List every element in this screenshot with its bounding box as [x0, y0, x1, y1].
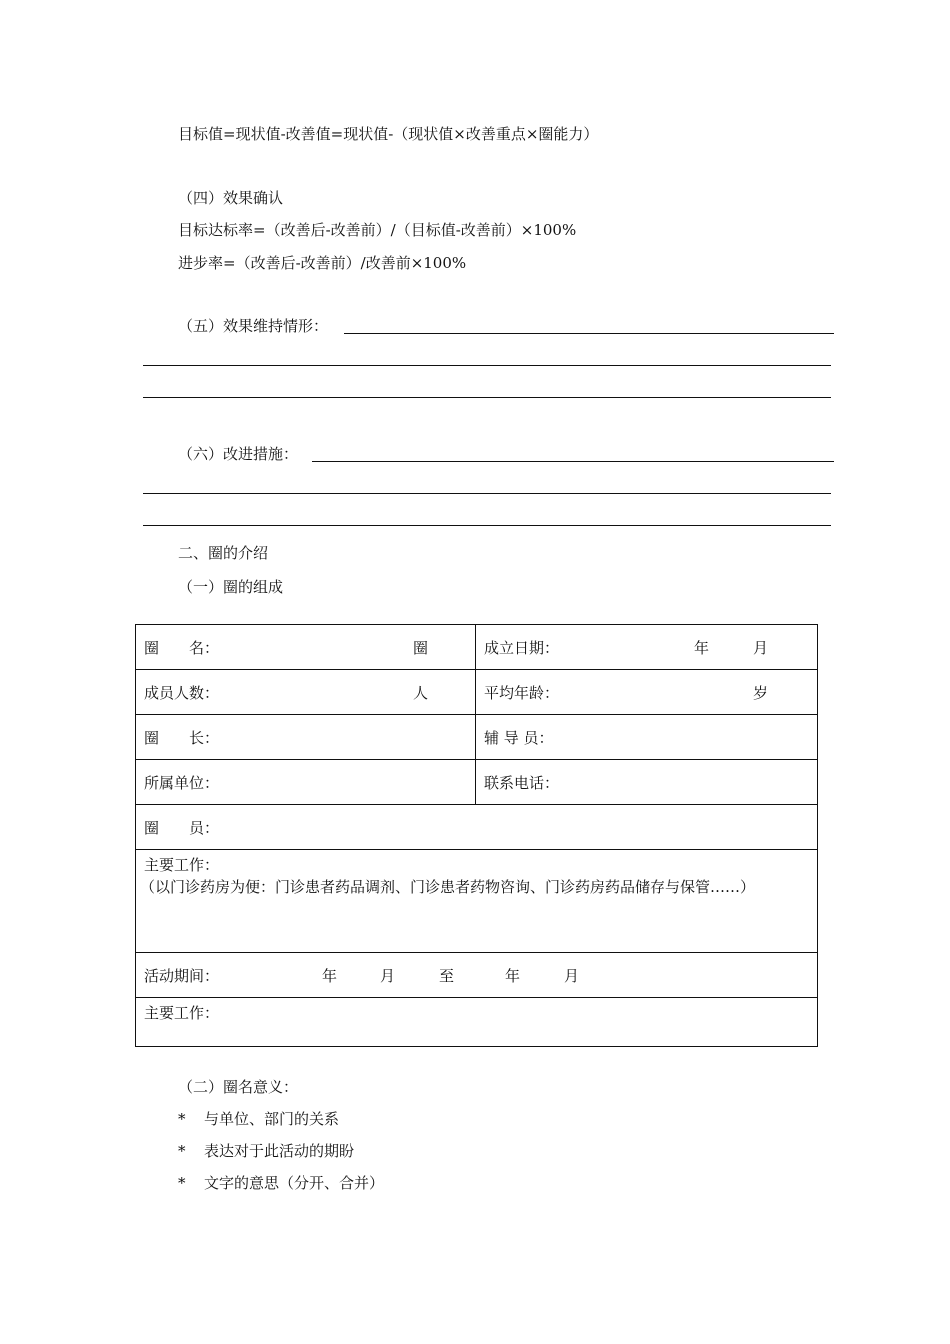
- period-to: 至: [439, 967, 455, 985]
- founding-year-unit: 年: [694, 639, 710, 657]
- effect-maintain-blank-line[interactable]: [143, 365, 831, 366]
- advisor-label: 辅 导 员：: [484, 728, 554, 747]
- advisor-cell[interactable]: [476, 715, 818, 760]
- improvement-blank-line[interactable]: [143, 493, 831, 494]
- member-count-suffix: 人: [413, 684, 429, 702]
- circle-composition-heading: （一）圈的组成: [178, 578, 284, 596]
- meaning-bullet: [178, 1109, 339, 1129]
- effect-maintain-blank-line[interactable]: [344, 333, 834, 334]
- founding-date-label: 成立日期：: [484, 638, 560, 657]
- avg-age-suffix: 岁: [753, 684, 769, 702]
- bullet-marker: *: [178, 1174, 186, 1192]
- leader-cell[interactable]: [136, 715, 476, 760]
- period-start-month-unit: 月: [380, 967, 396, 985]
- bullet-text: 文字的意思（分开、合并）: [204, 1174, 385, 1192]
- effect-maintain-label: （五）效果维持情形：: [178, 317, 329, 335]
- period-start-year-unit: 年: [322, 967, 338, 985]
- unit-cell[interactable]: [136, 760, 476, 805]
- phone-label: 联系电话：: [484, 773, 560, 792]
- leader-label: 圈 长：: [144, 728, 220, 747]
- member-count-cell[interactable]: [136, 670, 476, 715]
- founding-month-unit: 月: [753, 639, 769, 657]
- improvement-blank-line[interactable]: [312, 461, 834, 462]
- members-label: 圈 员：: [144, 818, 220, 837]
- target-rate-formula: 目标达标率=（改善后-改善前）/（目标值-改善前）×100%: [178, 221, 577, 239]
- main-work-cell[interactable]: [136, 850, 818, 953]
- circle-name-meaning-heading: （二）圈名意义：: [178, 1078, 299, 1096]
- bullet-marker: *: [178, 1110, 186, 1128]
- bullet-text: 与单位、部门的关系: [204, 1110, 340, 1128]
- circle-name-label: 圈 名：: [144, 638, 220, 657]
- avg-age-label: 平均年龄：: [484, 683, 560, 702]
- effect-maintain-blank-line[interactable]: [143, 397, 831, 398]
- progress-rate-formula: 进步率=（改善后-改善前）/改善前×100%: [178, 254, 467, 272]
- circle-composition-form: [135, 624, 818, 1047]
- meaning-bullet: [178, 1141, 354, 1161]
- activity-period-cell[interactable]: [136, 953, 818, 998]
- circle-name-suffix: 圈: [413, 639, 429, 657]
- main-work-cell-2[interactable]: [136, 998, 818, 1047]
- circle-name-cell[interactable]: [136, 625, 476, 670]
- founding-date-cell[interactable]: [476, 625, 818, 670]
- main-work-label: 主要工作：: [144, 856, 220, 874]
- avg-age-cell[interactable]: [476, 670, 818, 715]
- member-count-label: 成员人数：: [144, 683, 220, 702]
- section-two-heading: 二、圈的介绍: [178, 544, 269, 562]
- bullet-text: 表达对于此活动的期盼: [204, 1142, 355, 1160]
- meaning-bullet: [178, 1173, 384, 1193]
- target-value-formula: 目标值=现状值-改善值=现状值-（现状值×改善重点×圈能力）: [178, 125, 599, 143]
- improvement-label: （六）改进措施：: [178, 445, 299, 463]
- members-cell[interactable]: [136, 805, 818, 850]
- activity-period-label: 活动期间：: [144, 966, 220, 985]
- main-work-label-2: 主要工作：: [144, 1004, 220, 1022]
- period-end-year-unit: 年: [505, 967, 521, 985]
- period-end-month-unit: 月: [564, 967, 580, 985]
- effect-confirm-heading: （四）效果确认: [178, 189, 284, 207]
- improvement-blank-line[interactable]: [143, 525, 831, 526]
- phone-cell[interactable]: [476, 760, 818, 805]
- bullet-marker: *: [178, 1142, 186, 1160]
- unit-label: 所属单位：: [144, 773, 220, 792]
- main-work-example: （以门诊药房为便：门诊患者药品调剂、门诊患者药物咨询、门诊药房药品储存与保管……）: [140, 878, 756, 896]
